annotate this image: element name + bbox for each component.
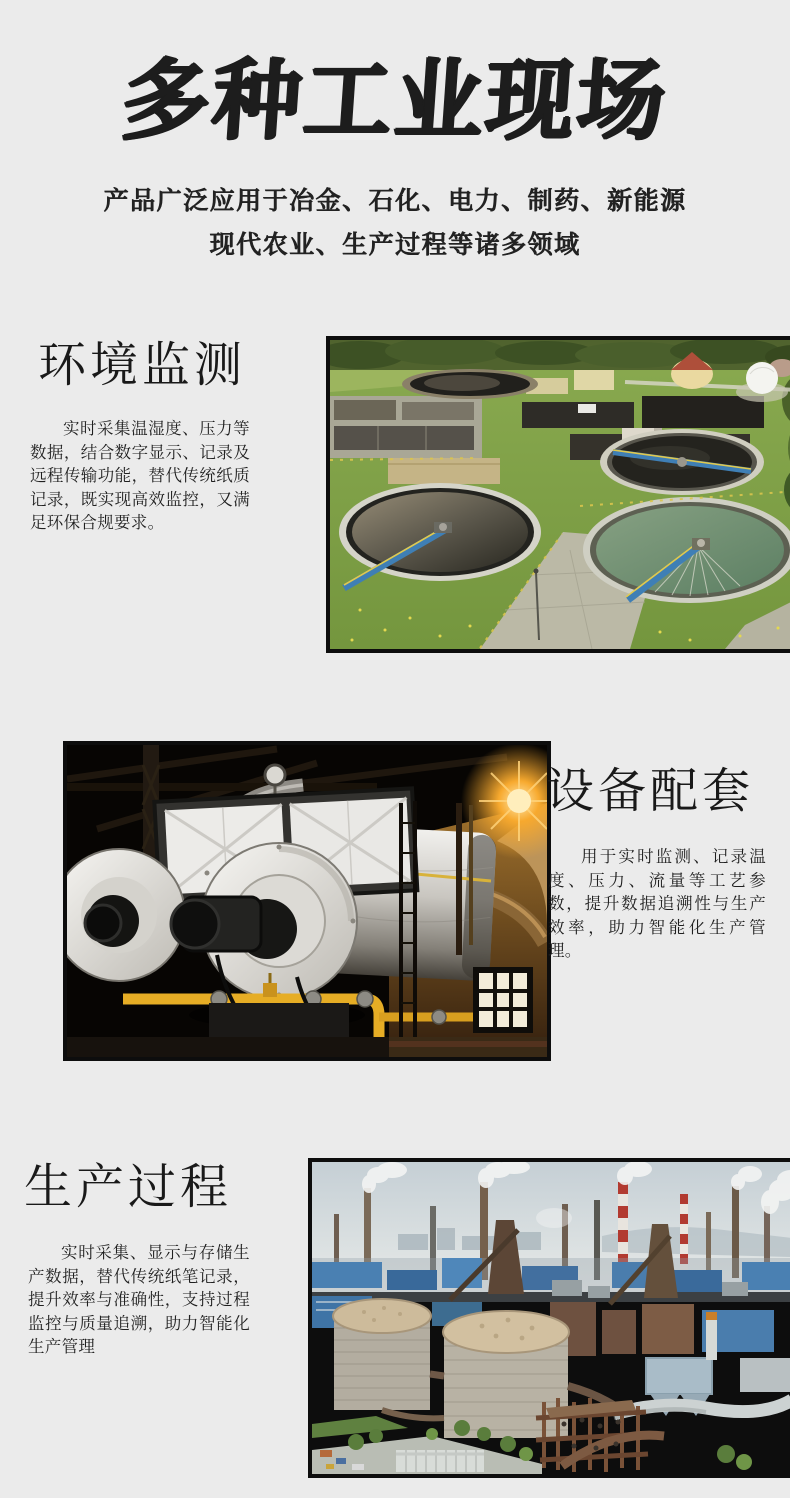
- production-photo: [308, 1158, 790, 1478]
- section-heading-production: 生产过程: [24, 1161, 233, 1214]
- burner-left: [67, 849, 185, 981]
- bright-window: [473, 967, 533, 1033]
- section-heading-environment: 环境监测: [38, 339, 247, 392]
- section-heading-equipment: 设备配套: [546, 765, 755, 818]
- equipment-photo: [63, 741, 551, 1061]
- page-title: 多种工业现场: [118, 51, 672, 150]
- wastewater-plant-illustration: [330, 340, 790, 649]
- clarifier-back-left: [402, 369, 538, 399]
- subtitle-line-2: 现代农业、生产过程等诸多领域: [209, 231, 581, 259]
- section-body-production: 实时采集、显示与存储生产数据，替代传统纸笔记录，提升效率与准确性，支持过程监控与质量追溯，助力智能化生产管理: [28, 1244, 250, 1356]
- boiler-room-illustration: [67, 745, 547, 1057]
- clarifier-front-right: [583, 497, 790, 603]
- section-body-equipment: 用于实时监测、记录温度、压力、流量等工艺参数，提升数据追溯性与生产效率，助力智能化生产管理。: [548, 848, 766, 960]
- pressure-gauge: [265, 765, 285, 785]
- section-body-environment: 实时采集温湿度、压力等数据，结合数字显示、记录及远程传输功能，替代传统纸质记录，既实现高效监控，又满足环保合规要求。: [30, 420, 250, 532]
- subtitle-line-1: 产品广泛应用于冶金、石化、电力、制药、新能源: [103, 187, 687, 215]
- gas-holder-left: [333, 1299, 431, 1410]
- clarifier-upper-right: [600, 429, 764, 495]
- environment-photo: [326, 336, 790, 653]
- steel-plant-illustration: [312, 1162, 790, 1474]
